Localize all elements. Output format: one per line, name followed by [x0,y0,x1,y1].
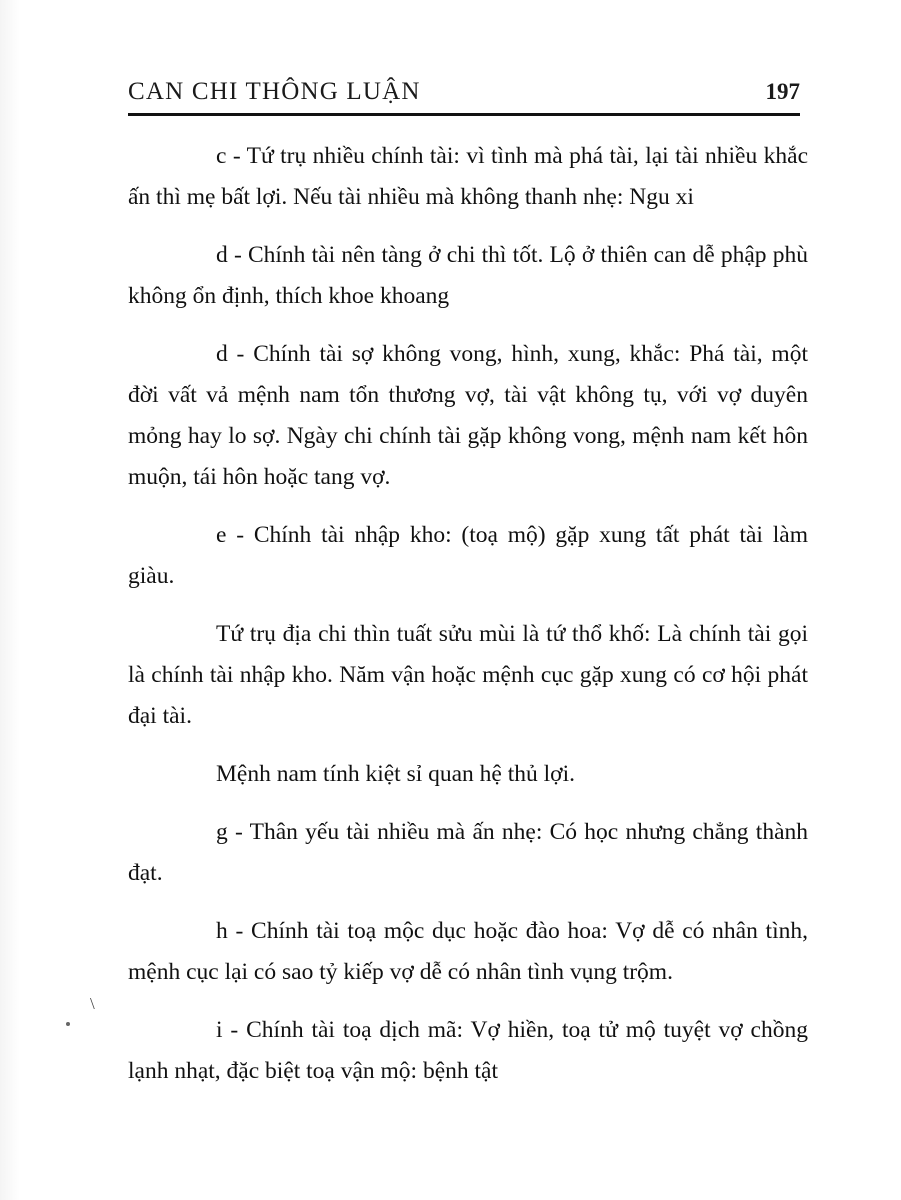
margin-dot-mark [66,1022,70,1026]
body-text [128,136,808,1092]
header-divider [128,113,800,116]
paragraph: c - Tứ trụ nhiều chính tài: vì tình mà phá tài, lại tài nhiều khắc ấn thì mẹ bất lợi. Nếu tài nhiều mà không thanh nhẹ: Ngu xi [128,143,808,210]
paragraph: d - Chính tài sợ không vong, hình, xung, khắc: Phá tài, một đời vất vả mệnh nam tổn thương vợ, tài vật không tụ, với vợ duyên mỏng hay lo sợ. Ngày chi chính tài gặp không vong, mệnh nam kết hôn muộn, tái hôn hoặc tang vợ. [128,341,808,490]
header-title: CAN CHI THÔNG LUẬN [128,78,421,105]
paragraph: d - Chính tài nên tàng ở chi thì tốt. Lộ ở thiên can dễ phập phù không ổn định, thích khoe khoang [128,242,808,309]
paragraph: e - Chính tài nhập kho: (toạ mộ) gặp xung tất phát tài làm giàu. [128,522,808,589]
paragraph: i - Chính tài toạ dịch mã: Vợ hiền, toạ tử mộ tuyệt vợ chồng lạnh nhạt, đặc biệt toạ vận mộ: bệnh tật [128,1017,808,1084]
page-number: 197 [765,79,800,104]
paragraph: g - Thân yếu tài nhiều mà ấn nhẹ: Có học nhưng chẳng thành đạt. [128,819,808,886]
paragraph: h - Chính tài toạ mộc dục hoặc đào hoa: Vợ dễ có nhân tình, mệnh cục lại có sao tỷ kiếp vợ dễ có nhân tình vụng trộm. [128,918,808,985]
page-edge-shadow [0,0,20,1200]
margin-tick-mark: \ [90,994,95,1013]
paragraph: Mệnh nam tính kiệt sỉ quan hệ thủ lợi. [216,761,576,787]
paragraph: Tứ trụ địa chi thìn tuất sửu mùi là tứ thổ khố: Là chính tài gọi là chính tài nhập kho. Năm vận hoặc mệnh cục gặp xung có cơ hội phát đại tài. [128,621,808,729]
page-header [128,78,800,106]
